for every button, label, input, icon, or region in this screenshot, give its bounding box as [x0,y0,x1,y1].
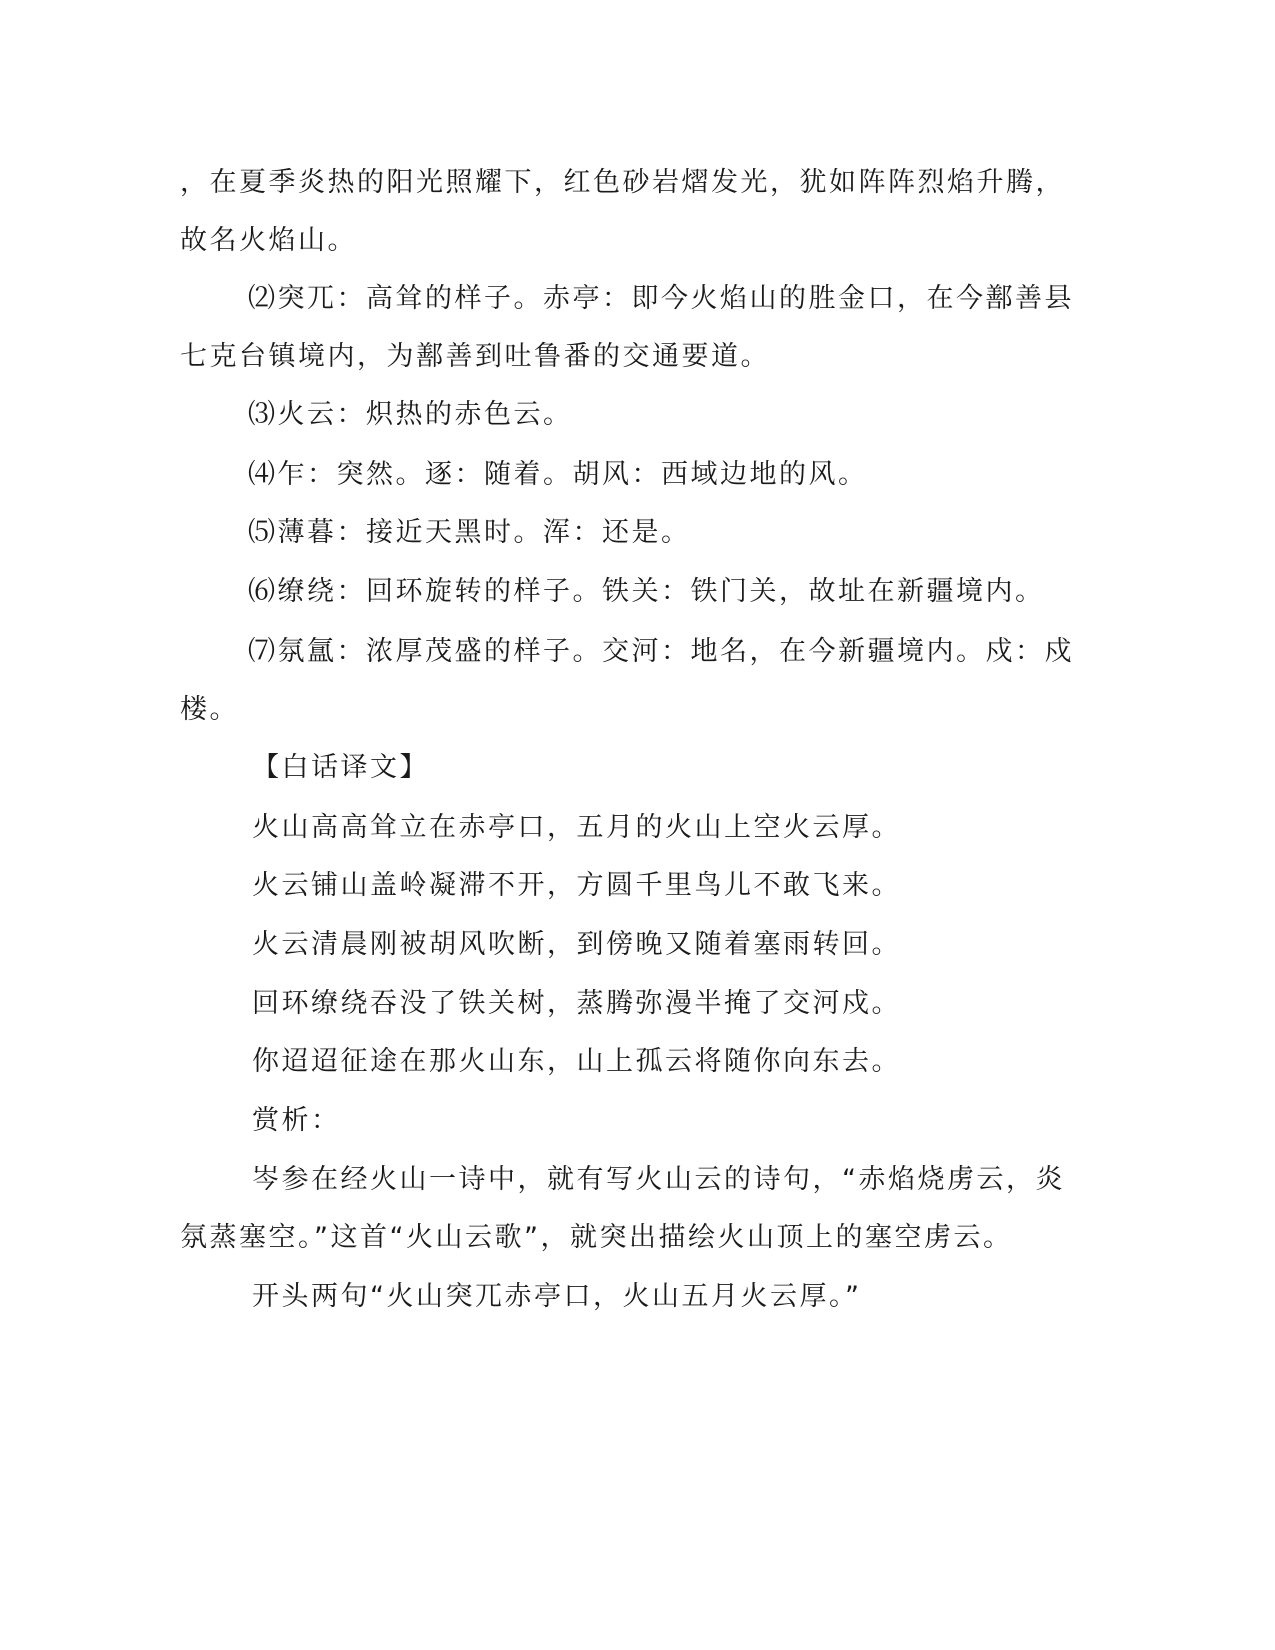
note-5-line: ⑸薄暮：接近天黑时。浑：还是。 [248,517,691,548]
text-line: ，在夏季炎热的阳光照耀下，红色砂岩熠发光，犹如阵阵烈焰升腾， [180,167,1065,198]
translation-line: 火山高高耸立在赤亭口，五月的火山上空火云厚。 [252,812,901,843]
note-2-line: ⑵突兀：高耸的样子。赤亭：即今火焰山的胜金口，在今鄯善县 [248,283,1074,314]
note-7-line: ⑺氛氲：浓厚茂盛的样子。交河：地名，在今新疆境内。戍：戍 [248,636,1074,667]
translation-line: 火云铺山盖岭凝滞不开，方圆千里鸟儿不敢飞来。 [252,870,901,901]
note-6-line: ⑹缭绕：回环旋转的样子。铁关：铁门关，故址在新疆境内。 [248,576,1045,607]
translation-line: 你迢迢征途在那火山东，山上孤云将随你向东去。 [252,1046,901,1077]
note-4-line: ⑷乍：突然。逐：随着。胡风：西域边地的风。 [248,459,868,490]
appreciation-line: 氛蒸塞空。”这首“火山云歌”，就突出描绘火山顶上的塞空虏云。 [180,1222,1013,1253]
text-line: 七克台镇境内，为鄯善到吐鲁番的交通要道。 [180,341,770,372]
appreciation-heading: 赏析： [252,1105,341,1136]
section-heading: 【白话译文】 [252,752,429,783]
appreciation-line: 岑参在经火山一诗中，就有写火山云的诗句，“赤焰烧虏云，炎 [252,1164,1065,1195]
text-line: 楼。 [180,694,239,725]
translation-line: 回环缭绕吞没了铁关树，蒸腾弥漫半掩了交河戍。 [252,988,901,1019]
appreciation-line: 开头两句“火山突兀赤亭口，火山五月火云厚。” [252,1281,862,1312]
translation-line: 火云清晨刚被胡风吹断，到傍晚又随着塞雨转回。 [252,929,901,960]
note-3-line: ⑶火云：炽热的赤色云。 [248,399,573,430]
text-line: 故名火焰山。 [180,225,357,256]
